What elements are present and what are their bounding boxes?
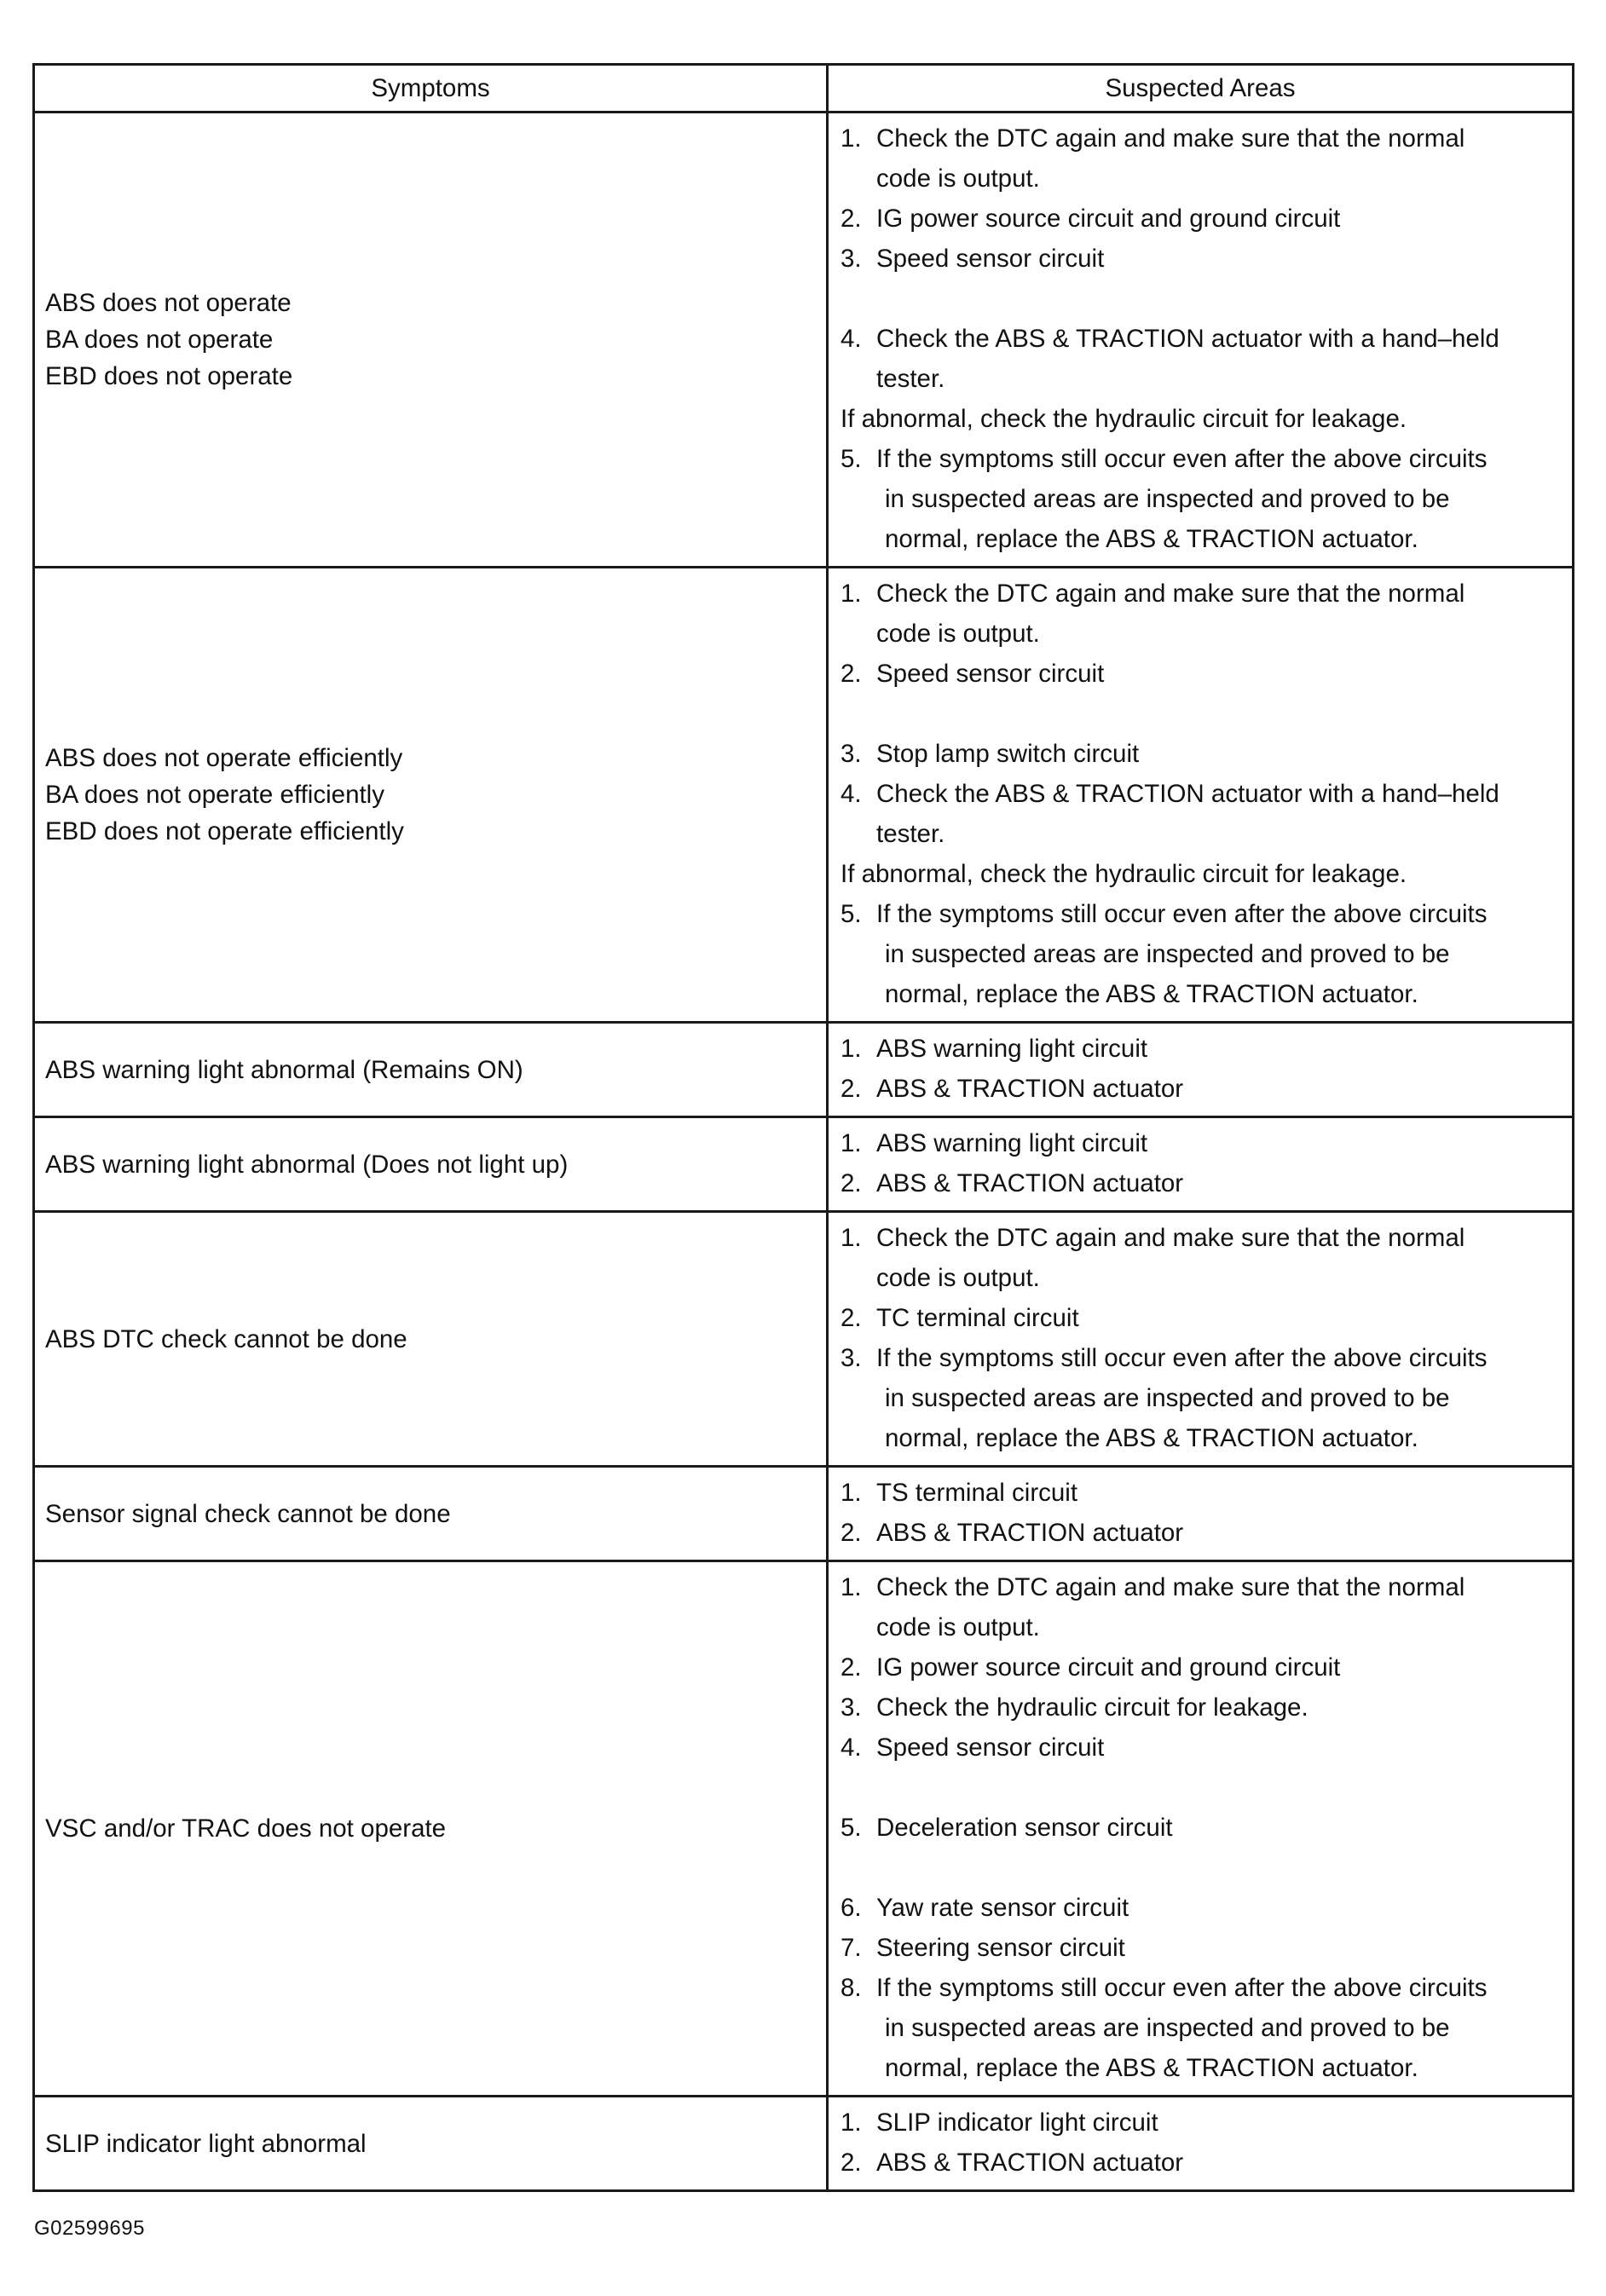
area-text: If abnormal, check the hydraulic circuit for leakage. <box>841 860 1407 888</box>
symptom-text: BA does not operate efficiently <box>45 781 384 809</box>
area-line <box>841 614 1560 654</box>
area-text: SLIP indicator light circuit <box>876 2109 1158 2137</box>
symptoms-cell <box>34 1467 828 1561</box>
suspected-area-item <box>841 1163 1560 1203</box>
suspected-areas-cell <box>828 112 1574 568</box>
symptom-text: ABS DTC check cannot be done <box>45 1324 407 1353</box>
symptom-text: ABS does not operate <box>45 289 292 317</box>
area-line <box>841 1029 1560 1069</box>
suspected-area-item <box>841 774 1560 854</box>
area-text: in suspected areas are inspected and proved to be <box>885 1384 1450 1412</box>
suspected-area-item <box>841 1808 1560 1848</box>
suspected-area-item <box>841 118 1560 199</box>
column-header-suspected-areas: Suspected Areas <box>828 65 1574 112</box>
area-text: Check the ABS & TRACTION actuator with a hand–held <box>876 325 1499 353</box>
suspected-area-item <box>841 654 1560 694</box>
suspected-area-item <box>841 1513 1560 1553</box>
area-line <box>841 159 1560 199</box>
area-line <box>841 2143 1560 2183</box>
area-line <box>841 479 1560 519</box>
area-line <box>841 734 1560 774</box>
area-text: in suspected areas are inspected and proved to be <box>885 485 1450 513</box>
item-number: 2. <box>841 1304 862 1332</box>
area-line <box>841 439 1560 479</box>
item-number: 3. <box>841 1344 862 1372</box>
area-line <box>841 2103 1560 2143</box>
area-text: normal, replace the ABS & TRACTION actuator. <box>885 980 1418 1008</box>
area-line <box>841 1338 1560 1378</box>
area-line <box>841 1298 1560 1338</box>
area-line <box>841 239 1560 279</box>
area-text: tester. <box>876 365 945 393</box>
item-number: 5. <box>841 900 862 928</box>
area-text: Check the DTC again and make sure that the normal <box>876 124 1465 153</box>
area-line <box>841 359 1560 399</box>
symptom-text: ABS warning light abnormal (Does not light up) <box>45 1150 569 1179</box>
item-number: 3. <box>841 1693 862 1722</box>
area-line <box>841 1968 1560 2008</box>
area-line <box>841 1163 1560 1203</box>
table-header-row <box>34 65 1574 112</box>
area-text: Check the DTC again and make sure that the normal <box>876 1573 1465 1601</box>
area-line <box>841 1567 1560 1607</box>
area-line <box>841 1069 1560 1109</box>
area-text: normal, replace the ABS & TRACTION actuator. <box>885 2054 1418 2082</box>
area-text: Speed sensor circuit <box>876 245 1105 273</box>
area-text: Stop lamp switch circuit <box>876 740 1140 768</box>
suspected-areas-cell <box>828 1467 1574 1561</box>
symptoms-cell <box>34 1117 828 1212</box>
suspected-area-item <box>841 1687 1560 1728</box>
item-number: 6. <box>841 1894 862 1922</box>
area-text: Yaw rate sensor circuit <box>876 1894 1129 1922</box>
table-row <box>34 1117 1574 1212</box>
item-number: 2. <box>841 1653 862 1682</box>
symptom-text: ABS warning light abnormal (Remains ON) <box>45 1055 523 1084</box>
item-number: 3. <box>841 740 862 768</box>
area-line <box>841 654 1560 694</box>
area-text: Check the DTC again and make sure that the normal <box>876 580 1465 608</box>
suspected-area-item <box>841 1298 1560 1338</box>
suspected-area-item <box>841 199 1560 239</box>
symptom-text: BA does not operate <box>45 326 274 354</box>
area-line <box>841 1808 1560 1848</box>
table-row <box>34 1561 1574 2097</box>
area-line <box>841 1218 1560 1258</box>
item-number: 1. <box>841 1573 862 1601</box>
area-line <box>841 199 1560 239</box>
area-text: TC terminal circuit <box>876 1304 1079 1332</box>
suspected-area-item <box>841 1473 1560 1513</box>
area-text: Speed sensor circuit <box>876 1734 1105 1762</box>
suspected-area-item <box>841 1928 1560 1968</box>
item-number: 1. <box>841 580 862 608</box>
item-number: 2. <box>841 205 862 233</box>
area-line <box>841 854 1560 894</box>
area-line <box>841 1418 1560 1458</box>
item-number: 4. <box>841 325 862 353</box>
symptoms-cell <box>34 112 828 568</box>
area-line <box>841 934 1560 974</box>
area-line <box>841 1513 1560 1553</box>
area-text: ABS warning light circuit <box>876 1035 1148 1063</box>
area-line <box>841 894 1560 934</box>
area-line <box>841 774 1560 814</box>
area-line <box>841 399 1560 439</box>
symptom-text: SLIP indicator light abnormal <box>45 2129 367 2158</box>
table-row <box>34 2097 1574 2191</box>
area-text: code is output. <box>876 620 1040 648</box>
figure-id: G02599695 <box>34 2217 145 2240</box>
area-text: ABS & TRACTION actuator <box>876 1075 1184 1103</box>
suspected-area-item <box>841 1123 1560 1163</box>
suspected-area-item <box>841 2103 1560 2143</box>
area-text: Check the hydraulic circuit for leakage. <box>876 1693 1308 1722</box>
area-text: ABS & TRACTION actuator <box>876 2149 1184 2177</box>
item-number: 1. <box>841 1035 862 1063</box>
suspected-area-item <box>841 1069 1560 1109</box>
item-number: 5. <box>841 1814 862 1842</box>
area-text: Check the DTC again and make sure that the normal <box>876 1224 1465 1252</box>
item-number: 3. <box>841 245 862 273</box>
item-number: 1. <box>841 2109 862 2137</box>
area-text: code is output. <box>876 1613 1040 1641</box>
area-text: If abnormal, check the hydraulic circuit for leakage. <box>841 405 1407 433</box>
suspected-area-item <box>841 1029 1560 1069</box>
suspected-area-note <box>841 854 1560 894</box>
area-text: TS terminal circuit <box>876 1479 1078 1507</box>
suspected-area-item <box>841 239 1560 279</box>
item-number: 1. <box>841 1224 862 1252</box>
area-line <box>841 1888 1560 1928</box>
area-line <box>841 574 1560 614</box>
area-text: in suspected areas are inspected and proved to be <box>885 940 1450 968</box>
symptom-table <box>32 63 1574 2192</box>
area-line <box>841 1928 1560 1968</box>
suspected-area-item <box>841 319 1560 399</box>
item-number: 1. <box>841 1479 862 1507</box>
area-text: ABS warning light circuit <box>876 1129 1148 1157</box>
area-text: IG power source circuit and ground circuit <box>876 205 1341 233</box>
area-text: IG power source circuit and ground circuit <box>876 1653 1341 1682</box>
item-number: 4. <box>841 780 862 808</box>
suspected-areas-cell <box>828 1561 1574 2097</box>
item-number: 4. <box>841 1734 862 1762</box>
symptoms-cell <box>34 1023 828 1117</box>
area-line <box>841 118 1560 159</box>
area-line <box>841 2008 1560 2048</box>
suspected-areas-cell <box>828 2097 1574 2191</box>
area-line <box>841 1607 1560 1647</box>
suspected-area-item <box>841 1647 1560 1687</box>
area-text: code is output. <box>876 1264 1040 1292</box>
symptom-text: ABS does not operate efficiently <box>45 744 403 772</box>
suspected-area-item <box>841 734 1560 774</box>
suspected-area-item <box>841 1218 1560 1298</box>
area-text: normal, replace the ABS & TRACTION actuator. <box>885 525 1418 553</box>
area-text: in suspected areas are inspected and proved to be <box>885 2014 1450 2042</box>
item-number: 2. <box>841 660 862 688</box>
suspected-area-item <box>841 1338 1560 1458</box>
suspected-areas-cell <box>828 1023 1574 1117</box>
area-text: Steering sensor circuit <box>876 1934 1125 1962</box>
area-line <box>841 1687 1560 1728</box>
area-text: tester. <box>876 820 945 848</box>
item-number: 2. <box>841 2149 862 2177</box>
item-number: 5. <box>841 445 862 473</box>
area-text: If the symptoms still occur even after the above circuits <box>876 1344 1488 1372</box>
area-line <box>841 319 1560 359</box>
area-text: code is output. <box>876 164 1040 193</box>
item-number: 1. <box>841 124 862 153</box>
suspected-area-note <box>841 399 1560 439</box>
area-line <box>841 1123 1560 1163</box>
area-line <box>841 1378 1560 1418</box>
symptom-text: VSC and/or TRAC does not operate <box>45 1814 447 1843</box>
item-number: 8. <box>841 1974 862 2002</box>
table-row <box>34 1212 1574 1467</box>
area-text: Speed sensor circuit <box>876 660 1105 688</box>
table-row <box>34 112 1574 568</box>
symptom-text: Sensor signal check cannot be done <box>45 1499 451 1528</box>
item-number: 1. <box>841 1129 862 1157</box>
suspected-area-item <box>841 439 1560 559</box>
table-row <box>34 1467 1574 1561</box>
symptom-text: EBD does not operate efficiently <box>45 817 404 845</box>
area-line <box>841 1473 1560 1513</box>
suspected-area-item <box>841 894 1560 1014</box>
symptoms-cell <box>34 1212 828 1467</box>
suspected-area-item <box>841 1968 1560 2088</box>
area-line <box>841 1258 1560 1298</box>
suspected-area-item <box>841 2143 1560 2183</box>
table-row <box>34 1023 1574 1117</box>
area-text: If the symptoms still occur even after the above circuits <box>876 900 1488 928</box>
area-text: Check the ABS & TRACTION actuator with a hand–held <box>876 780 1499 808</box>
column-header-symptoms: Symptoms <box>34 65 828 112</box>
area-text: ABS & TRACTION actuator <box>876 1519 1184 1547</box>
area-line <box>841 519 1560 559</box>
area-line <box>841 1728 1560 1768</box>
table-row <box>34 568 1574 1023</box>
symptoms-cell <box>34 2097 828 2191</box>
suspected-areas-cell <box>828 1117 1574 1212</box>
symptoms-cell <box>34 568 828 1023</box>
area-text: normal, replace the ABS & TRACTION actuator. <box>885 1424 1418 1452</box>
suspected-areas-cell <box>828 1212 1574 1467</box>
suspected-area-item <box>841 1728 1560 1768</box>
symptoms-cell <box>34 1561 828 2097</box>
area-text: If the symptoms still occur even after the above circuits <box>876 1974 1488 2002</box>
area-text: ABS & TRACTION actuator <box>876 1169 1184 1197</box>
item-number: 2. <box>841 1169 862 1197</box>
area-line <box>841 1647 1560 1687</box>
suspected-area-item <box>841 574 1560 654</box>
table-body <box>34 112 1574 2191</box>
suspected-area-item <box>841 1888 1560 1928</box>
area-line <box>841 974 1560 1014</box>
area-line <box>841 2048 1560 2088</box>
area-text: If the symptoms still occur even after the above circuits <box>876 445 1488 473</box>
area-line <box>841 814 1560 854</box>
item-number: 2. <box>841 1075 862 1103</box>
suspected-areas-cell <box>828 568 1574 1023</box>
area-text: Deceleration sensor circuit <box>876 1814 1173 1842</box>
item-number: 2. <box>841 1519 862 1547</box>
item-number: 7. <box>841 1934 862 1962</box>
suspected-area-item <box>841 1567 1560 1647</box>
symptom-text: EBD does not operate <box>45 362 293 390</box>
